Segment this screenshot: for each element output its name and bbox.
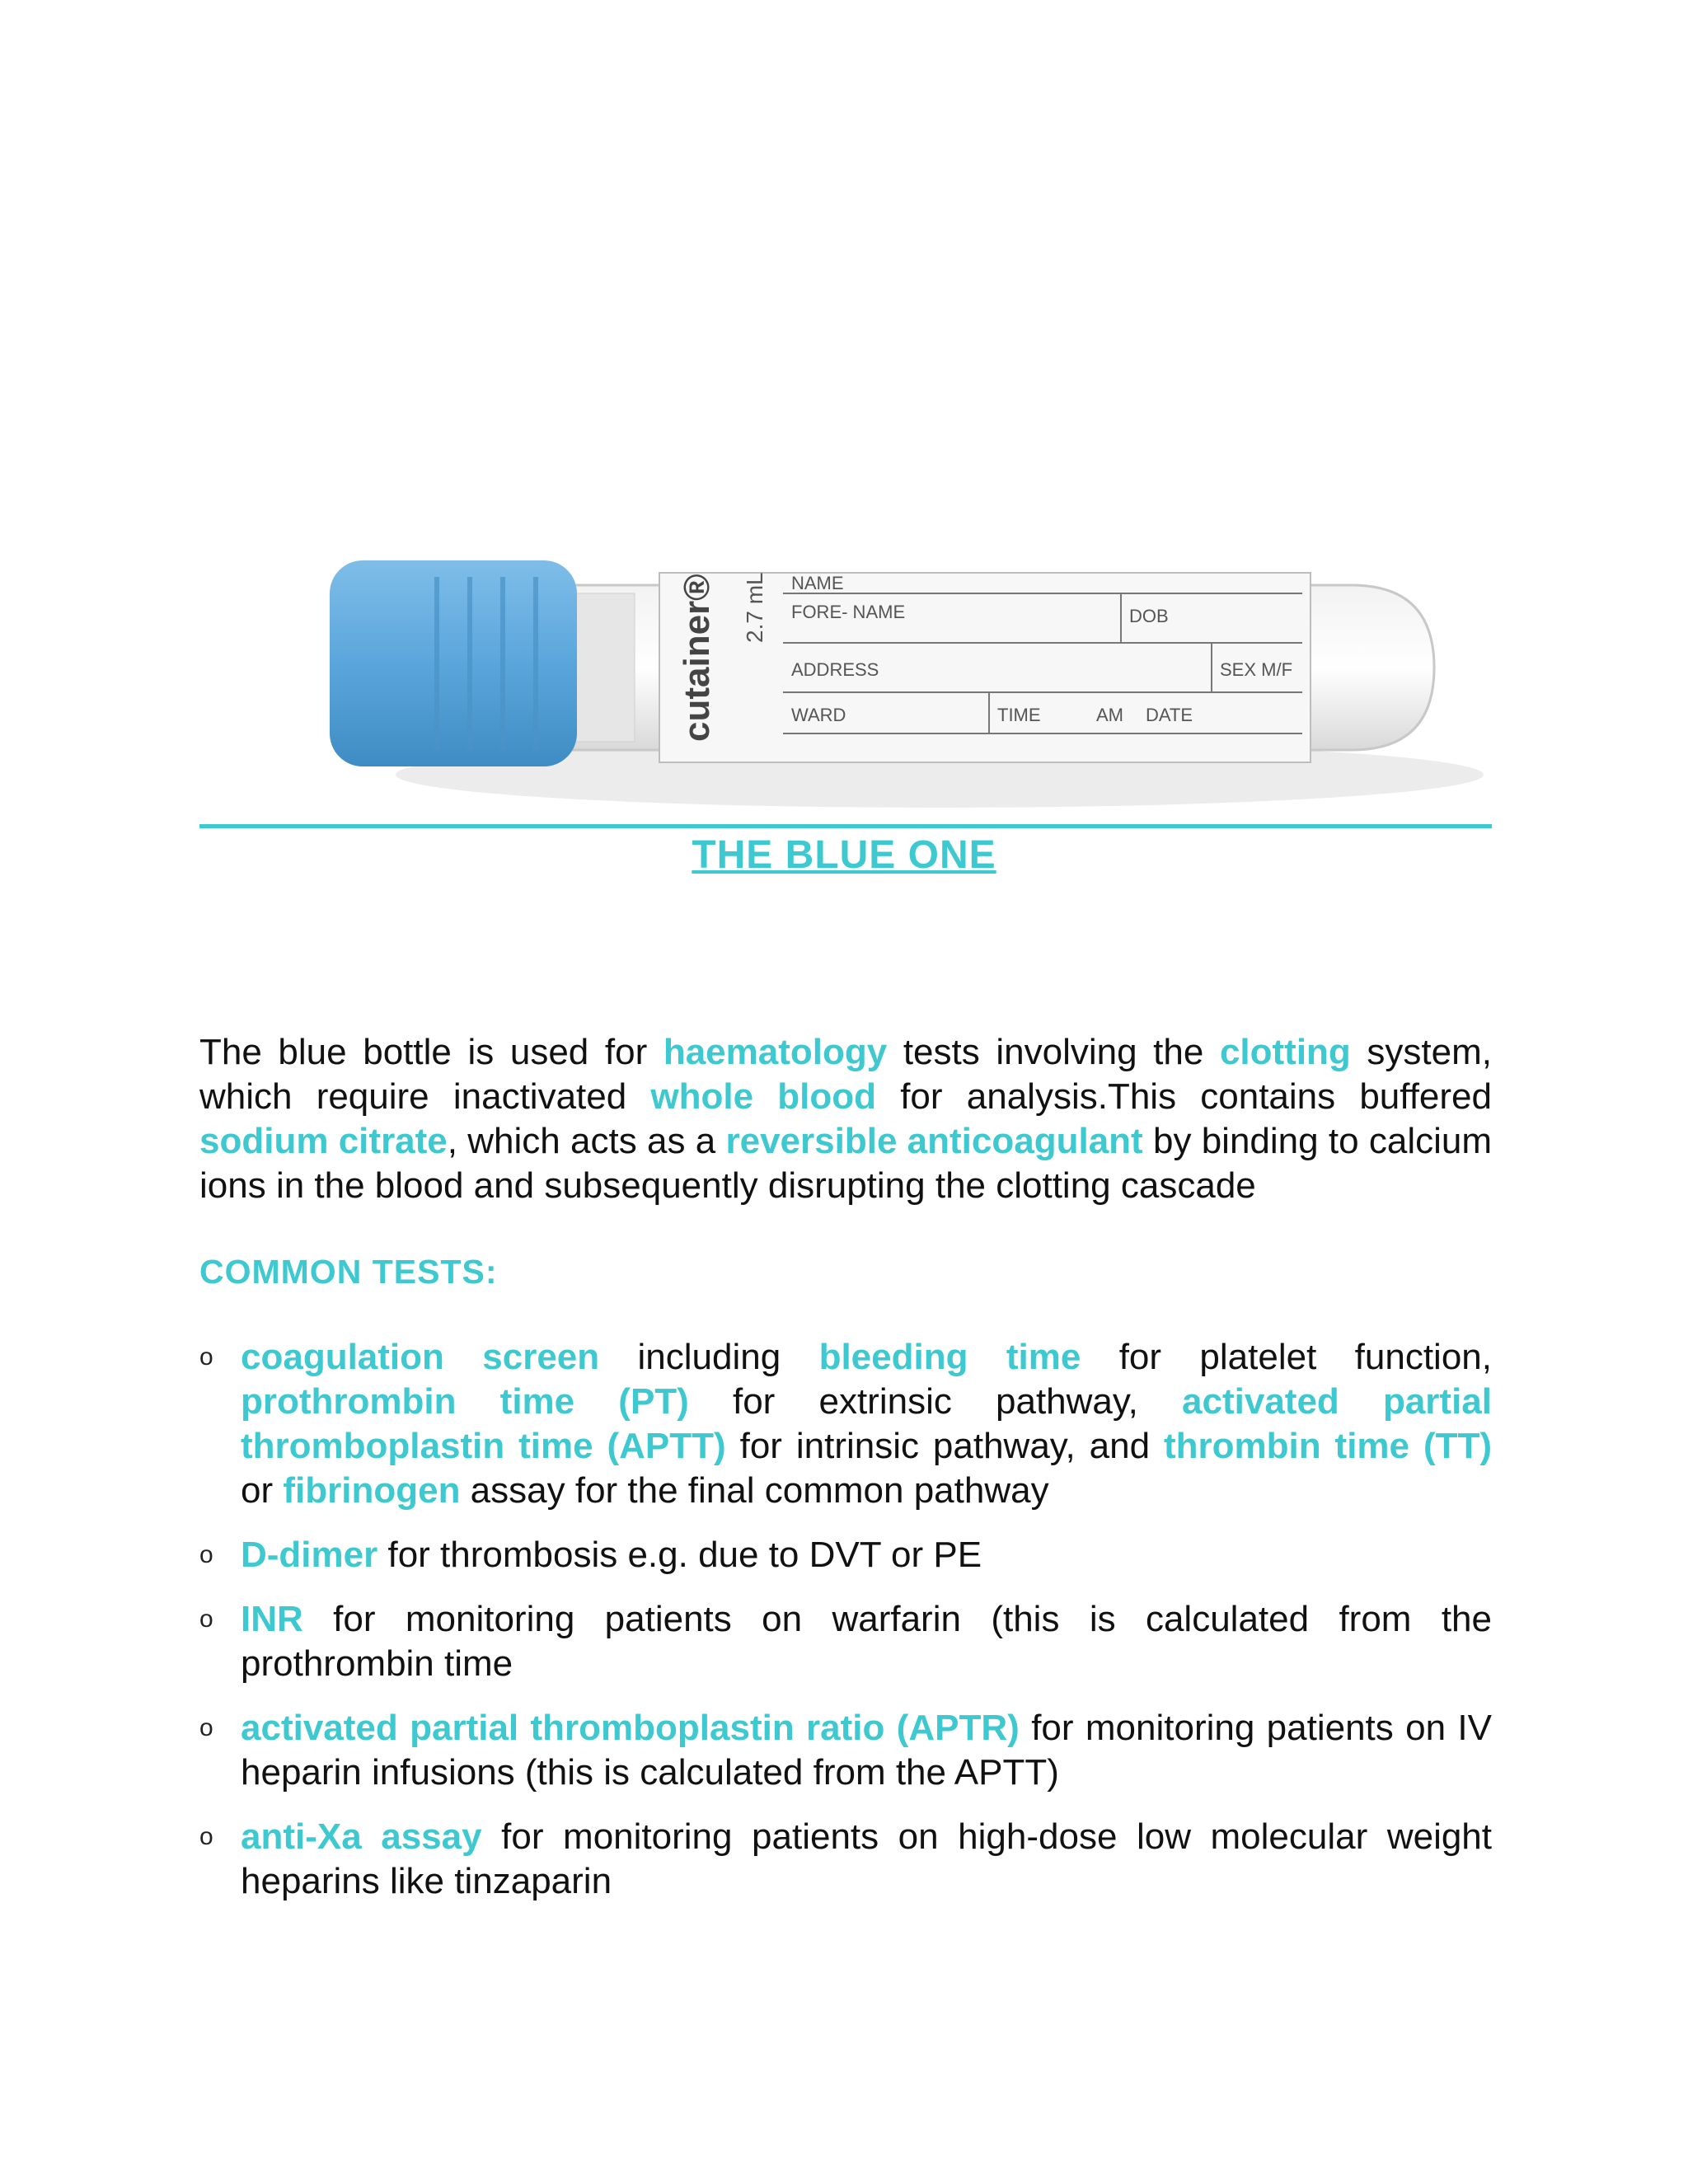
bullet-icon: o xyxy=(199,1605,213,1633)
text-run: for analysis.This contains buffered xyxy=(876,1076,1492,1117)
tube-cap xyxy=(330,560,577,766)
highlighted-term: whole blood xyxy=(650,1076,877,1117)
highlighted-term: INR xyxy=(241,1599,303,1639)
text-run: for platelet function, xyxy=(1081,1337,1492,1377)
text-run: assay for the final common pathway xyxy=(460,1470,1049,1511)
text-run: for monitoring patients on IV heparin infusions (this is calculated from the APTT) xyxy=(241,1708,1492,1793)
label-ward: WARD xyxy=(791,705,846,725)
highlighted-term: activated partial thromboplastin time (APTT) xyxy=(241,1381,1492,1466)
text-run: The blue bottle is used for xyxy=(199,1032,663,1072)
text-run: for monitoring patients on warfarin (this is calculated from the prothrombin time xyxy=(241,1599,1492,1684)
label-forename: FORE- NAME xyxy=(791,602,906,622)
test-list-item xyxy=(199,1533,1492,1577)
horizontal-rule xyxy=(199,824,1492,828)
highlighted-term: clotting xyxy=(1219,1032,1351,1072)
highlighted-term: haematology xyxy=(663,1032,888,1072)
bullet-icon: o xyxy=(199,1714,213,1741)
text-run: , which acts as a xyxy=(447,1121,726,1161)
blood-tube-image xyxy=(313,527,1484,841)
highlighted-term: prothrombin time (PT) xyxy=(241,1381,689,1422)
label-ampm: AM xyxy=(1096,705,1123,725)
highlighted-term: bleeding time xyxy=(818,1337,1081,1377)
test-list-item xyxy=(199,1597,1492,1686)
blue-top-tube-illustration xyxy=(313,527,1484,841)
text-run: or xyxy=(241,1470,284,1511)
bullet-icon: o xyxy=(199,1541,213,1568)
label-sex: SEX M/F xyxy=(1220,659,1293,680)
text-run: including xyxy=(599,1337,819,1377)
text-run: for thrombosis e.g. due to DVT or PE xyxy=(377,1535,982,1575)
label-dob: DOB xyxy=(1129,606,1169,626)
label-address: ADDRESS xyxy=(791,659,879,680)
text-run: for intrinsic pathway, and xyxy=(725,1426,1165,1466)
test-list-item xyxy=(199,1815,1492,1904)
page-title: THE BLUE ONE xyxy=(692,833,996,877)
intro-paragraph xyxy=(199,1030,1492,1208)
tests-list xyxy=(199,1335,1492,1924)
bullet-icon: o xyxy=(199,1343,213,1371)
tube-brand-text: cutainer® xyxy=(677,574,717,742)
test-list-item xyxy=(199,1706,1492,1795)
tube-volume-text: 2.7 mL xyxy=(742,572,767,643)
common-tests-heading: COMMON TESTS: xyxy=(199,1253,498,1291)
highlighted-term: activated partial thromboplastin ratio (APTR) xyxy=(241,1708,1020,1748)
text-run: for monitoring patients on high-dose low molecular weight heparins like tinzaparin xyxy=(241,1816,1493,1901)
highlighted-term: thrombin time (TT) xyxy=(1164,1426,1493,1466)
label-date: DATE xyxy=(1146,705,1193,725)
highlighted-term: anti-Xa assay xyxy=(241,1816,482,1857)
text-run: system, which require inactivated xyxy=(199,1032,1492,1117)
highlighted-term: reversible anticoagulant xyxy=(725,1121,1143,1161)
bullet-icon: o xyxy=(199,1823,213,1850)
test-list-item xyxy=(199,1335,1492,1513)
highlighted-term: sodium citrate xyxy=(199,1121,448,1161)
label-time: TIME xyxy=(997,705,1041,725)
highlighted-term: coagulation screen xyxy=(241,1337,600,1377)
highlighted-term: D-dimer xyxy=(241,1535,378,1575)
text-run: tests involving the xyxy=(887,1032,1220,1072)
text-run: for extrinsic pathway, xyxy=(688,1381,1183,1422)
text-run: by binding to calcium ions in the blood and subsequently disrupting the clotting cascade xyxy=(199,1121,1492,1206)
highlighted-term: fibrinogen xyxy=(283,1470,461,1511)
label-name: NAME xyxy=(791,573,844,593)
